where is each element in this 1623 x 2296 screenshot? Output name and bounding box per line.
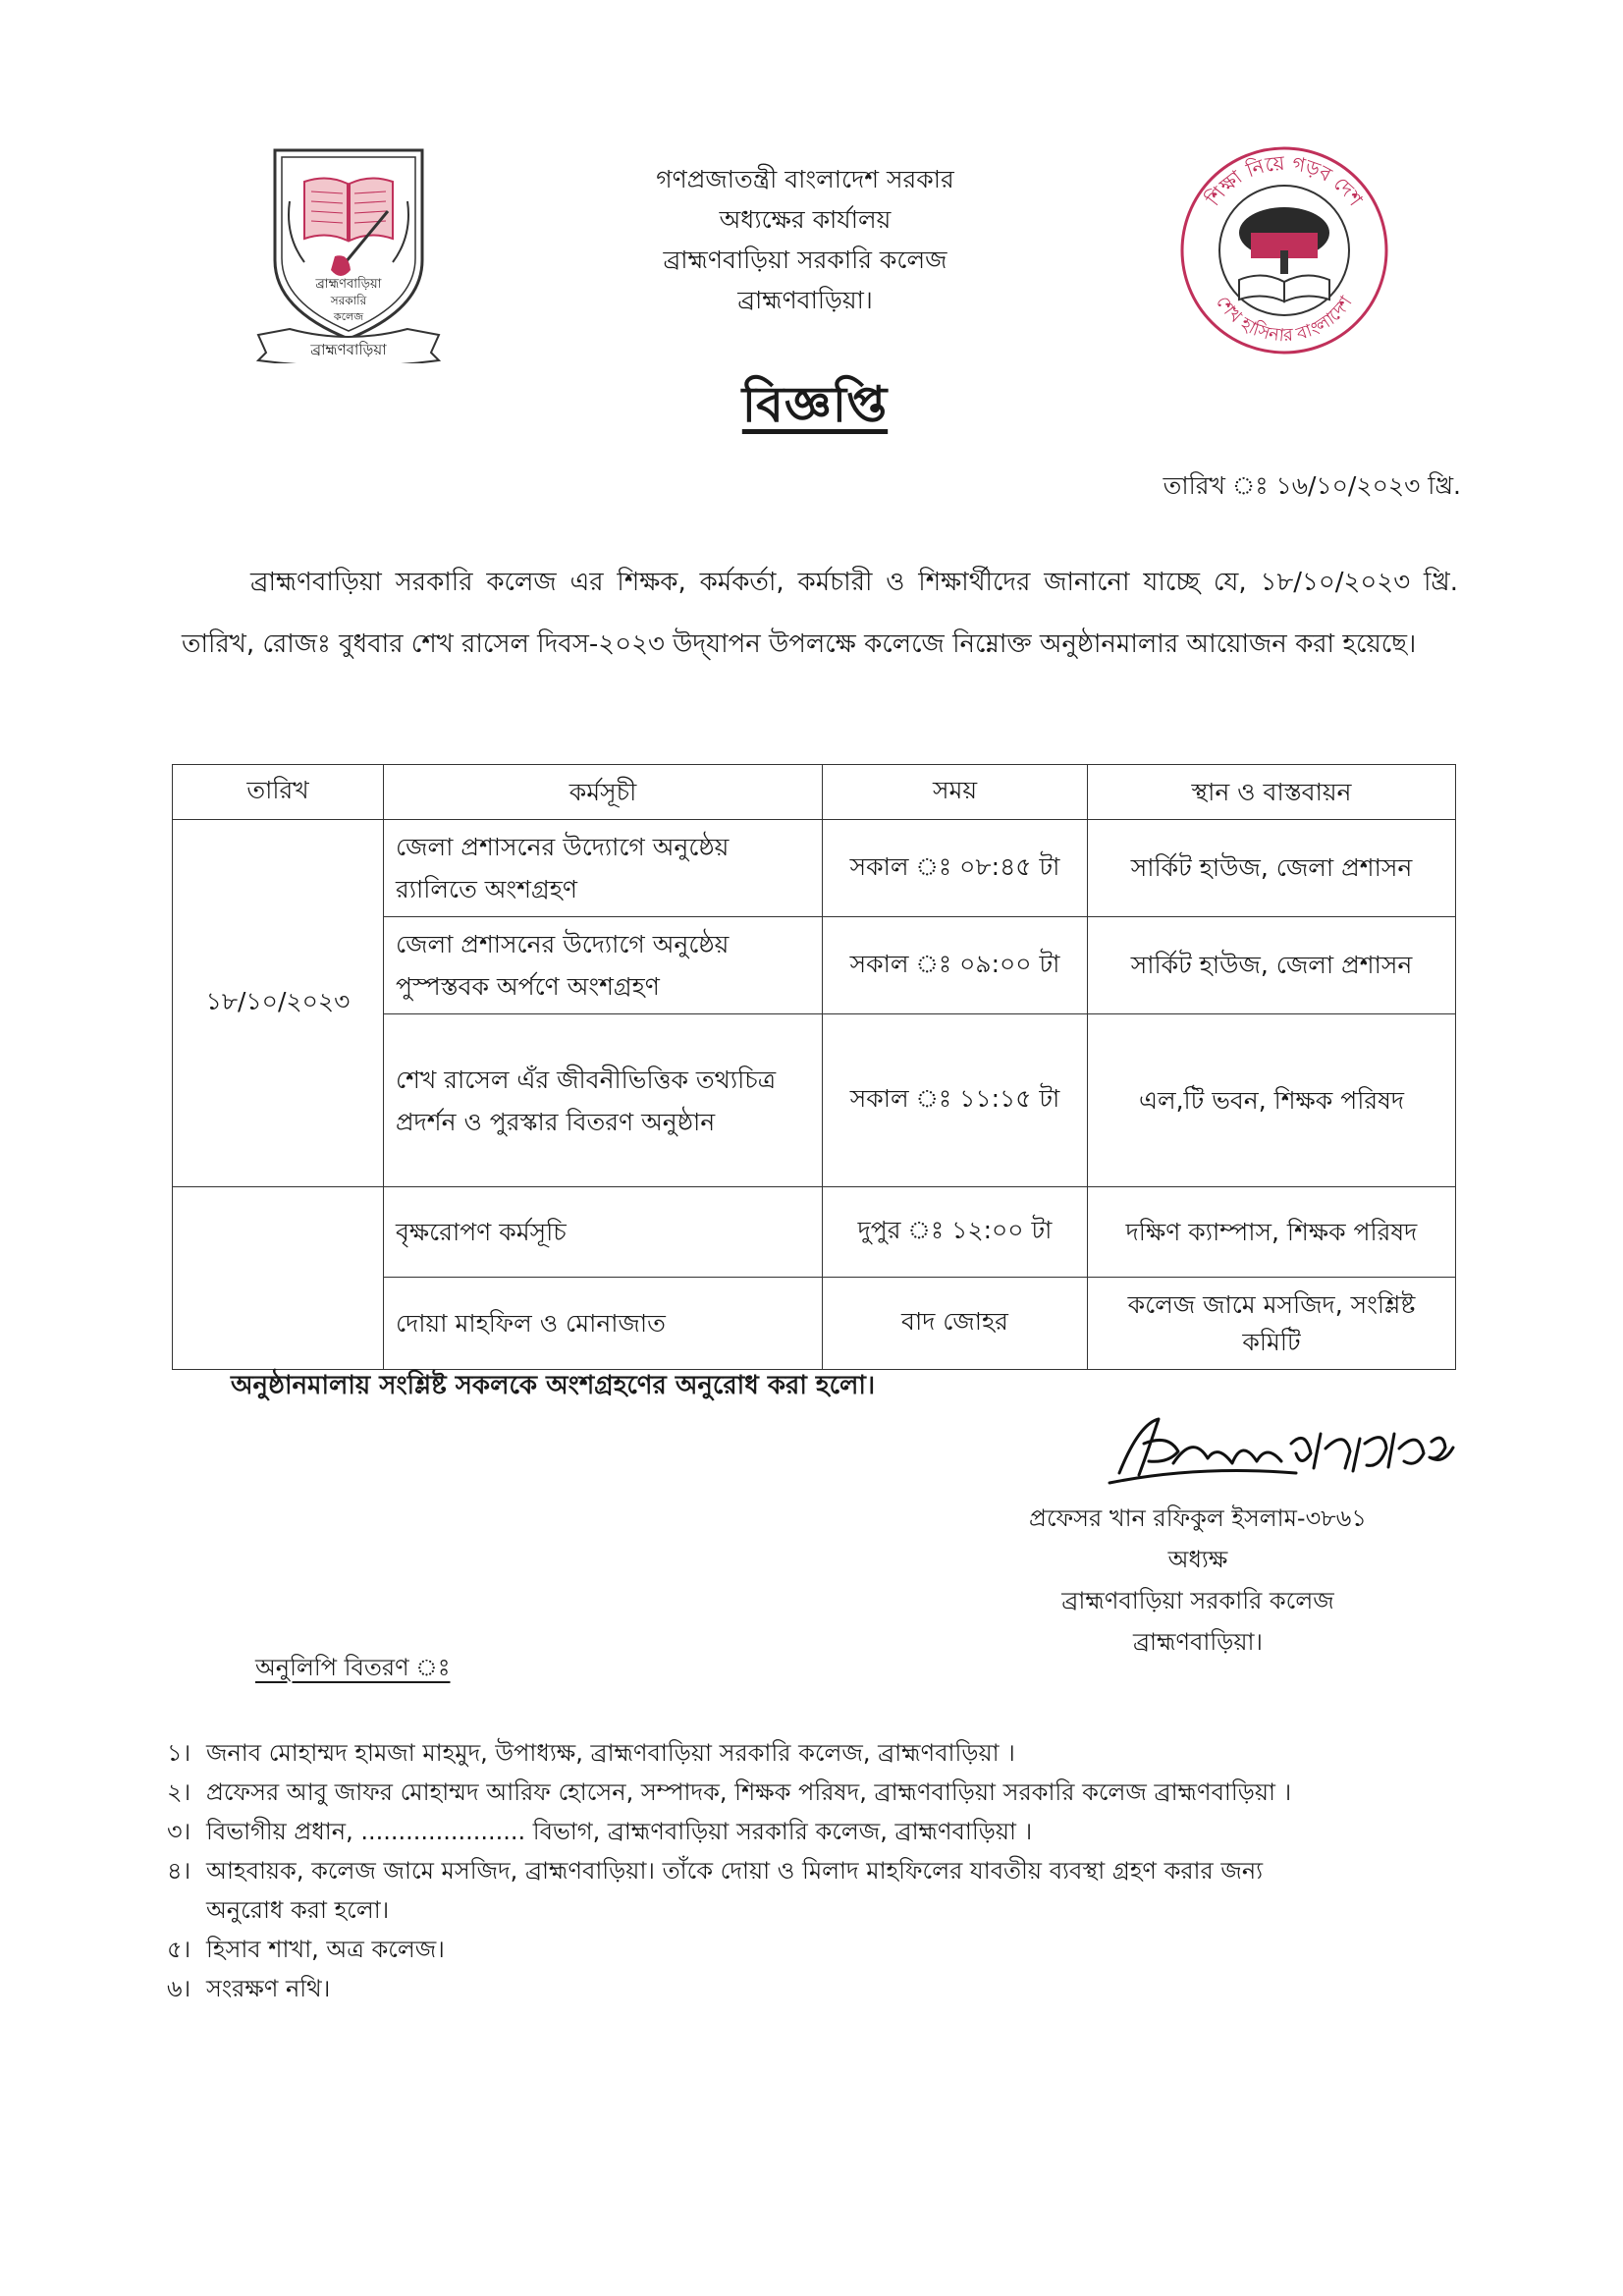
header-time: সময়: [823, 765, 1088, 820]
place-cell: সার্কিট হাউজ, জেলা প্রশাসন: [1088, 917, 1456, 1014]
signatory-place: ব্রাহ্মণবাড়িয়া।: [1132, 1628, 1264, 1656]
svg-text:সরকারি: সরকারি: [330, 294, 367, 307]
time-cell: সকাল ঃ ১১:১৫ টা: [823, 1014, 1088, 1187]
list-item: ৬। সংরক্ষণ নথি।: [167, 1975, 331, 2002]
list-item: ৫। হিসাব শাখা, অত্র কলেজ।: [167, 1936, 445, 1963]
svg-text:শিক্ষা নিয়ে গড়ব দেশ: শিক্ষা নিয়ে গড়ব দেশ: [1201, 150, 1368, 211]
event-date: ১৮/১০/২০২৩: [173, 820, 384, 1187]
place-cell: কলেজ জামে মসজিদ, সংশ্লিষ্ট কমিটি: [1088, 1278, 1456, 1370]
list-item: ৩। বিভাগীয় প্রধান, ...................... বিভাগ, ব্রাহ্মণবাড়িয়া সরকারি কলেজ, ব্রাহ্মণবাড়িয়া ।: [167, 1818, 1033, 1845]
copy-distribution-heading: অনুলিপি বিতরণ ঃ: [255, 1654, 451, 1681]
svg-text:ব্রাহ্মণবাড়িয়া: ব্রাহ্মণবাড়িয়া: [315, 277, 382, 292]
table-header-row: [173, 765, 1456, 820]
list-item: ৪। আহবায়ক, কলেজ জামে মসজিদ, ব্রাহ্মণবাড়িয়া। তাঁকে দোয়া ও মিলাদ মাহফিলের যাবতীয় ব্যবস্থা গ্রহণ করার জন্য অনুরোধ করা হলো।: [167, 1857, 1264, 1924]
signatory-designation: অধ্যক্ষ: [1167, 1546, 1228, 1573]
header-government: গণপ্রজাতন্ত্রী বাংলাদেশ সরকার: [656, 165, 954, 193]
program-cell: শেখ রাসেল এঁর জীবনীভিত্তিক তথ্যচিত্র প্রদর্শন ও পুরস্কার বিতরণ অনুষ্ঠান: [384, 1014, 823, 1187]
notice-body: ব্রাহ্মণবাড়িয়া সরকারি কলেজ এর শিক্ষক, কর্মকর্তা, কর্মচারী ও শিক্ষার্থীদের জানানো যাচ্ছে যে, ১৮/১০/২০২৩ খ্রি. তারিখ, রোজঃ বুধবার শেখ রাসেল দিবস-২০২৩ উদ্‌যাপন উপলক্ষে কলেজে নিম্নোক্ত অনুষ্ঠানমালার আয়োজন করা হয়েছে।: [182, 568, 1458, 659]
list-item: ১। জনাব মোহাম্মদ হামজা মাহমুদ, উপাধ্যক্ষ, ব্রাহ্মণবাড়িয়া সরকারি কলেজ, ব্রাহ্মণবাড়িয়া ।: [167, 1739, 1015, 1767]
svg-text:শেখ হাসিনার বাংলাদেশ: শেখ হাসিনার বাংলাদেশ: [1212, 292, 1357, 347]
time-cell: বাদ জোহর: [823, 1278, 1088, 1370]
signatory-name: প্রফেসর খান রফিকুল ইসলাম-৩৮৬১: [1029, 1504, 1367, 1532]
date-empty-cell: [173, 1187, 384, 1370]
program-cell: জেলা প্রশাসনের উদ্যোগে অনুষ্ঠেয় র‍্যালিতে অংশগ্রহণ: [384, 820, 823, 917]
time-cell: সকাল ঃ ০৮:৪৫ টা: [823, 820, 1088, 917]
participation-request: অনুষ্ঠানমালায় সংশ্লিষ্ট সকলকে অংশগ্রহণের অনুরোধ করা হলো।: [231, 1371, 876, 1400]
header-program: কর্মসূচী: [384, 765, 823, 820]
header-office: অধ্যক্ষের কার্যালয়: [719, 205, 892, 234]
schedule-table: [172, 764, 1456, 1370]
program-cell: জেলা প্রশাসনের উদ্যোগে অনুষ্ঠেয় পুস্পস্তবক অর্পণে অংশগ্রহণ: [384, 917, 823, 1014]
program-cell: বৃক্ষরোপণ কর্মসূচি: [384, 1187, 823, 1278]
svg-text:কলেজ: কলেজ: [333, 310, 364, 323]
office-header: [550, 159, 1060, 320]
table-row: [173, 1187, 1456, 1278]
header-college: ব্রাহ্মণবাড়িয়া সরকারি কলেজ: [663, 246, 947, 274]
program-cell: দোয়া মাহফিল ও মোনাজাত: [384, 1278, 823, 1370]
time-cell: সকাল ঃ ০৯:০০ টা: [823, 917, 1088, 1014]
place-cell: সার্কিট হাউজ, জেলা প্রশাসন: [1088, 820, 1456, 917]
header-place: স্থান ও বাস্তবায়ন: [1088, 765, 1456, 820]
emblem-logo: [1176, 142, 1392, 358]
list-item: ২। প্রফেসর আবু জাফর মোহাম্মদ আরিফ হোসেন, সম্পাদক, শিক্ষক পরিষদ, ব্রাহ্মণবাড়িয়া সরকারি কলেজ ব্রাহ্মণবাড়িয়া ।: [167, 1778, 1292, 1806]
time-cell: দুপুর ঃ ১২:০০ টা: [823, 1187, 1088, 1278]
notice-title: বিজ্ঞপ্তি: [741, 376, 889, 433]
header-date: তারিখ: [173, 765, 384, 820]
copy-distribution-list: [167, 1733, 1345, 2008]
place-cell: এল,টি ভবন, শিক্ষক পরিষদ: [1088, 1014, 1456, 1187]
place-cell: দক্ষিণ ক্যাম্পাস, শিক্ষক পরিষদ: [1088, 1187, 1456, 1278]
signature: [1100, 1404, 1532, 1493]
svg-text:ব্রাহ্মণবাড়িয়া: ব্রাহ্মণবাড়িয়া: [310, 341, 387, 358]
header-city: ব্রাহ্মণবাড়িয়া।: [737, 286, 873, 314]
signatory-institution: ব্রাহ্মণবাড়িয়া সরকারি কলেজ: [1061, 1587, 1334, 1614]
notice-date: তারিখ ঃ ১৬/১০/২০২৩ খ্রি.: [1163, 471, 1461, 500]
table-row: [173, 820, 1456, 917]
signatory-block: [972, 1498, 1424, 1663]
college-logo: [250, 142, 447, 363]
